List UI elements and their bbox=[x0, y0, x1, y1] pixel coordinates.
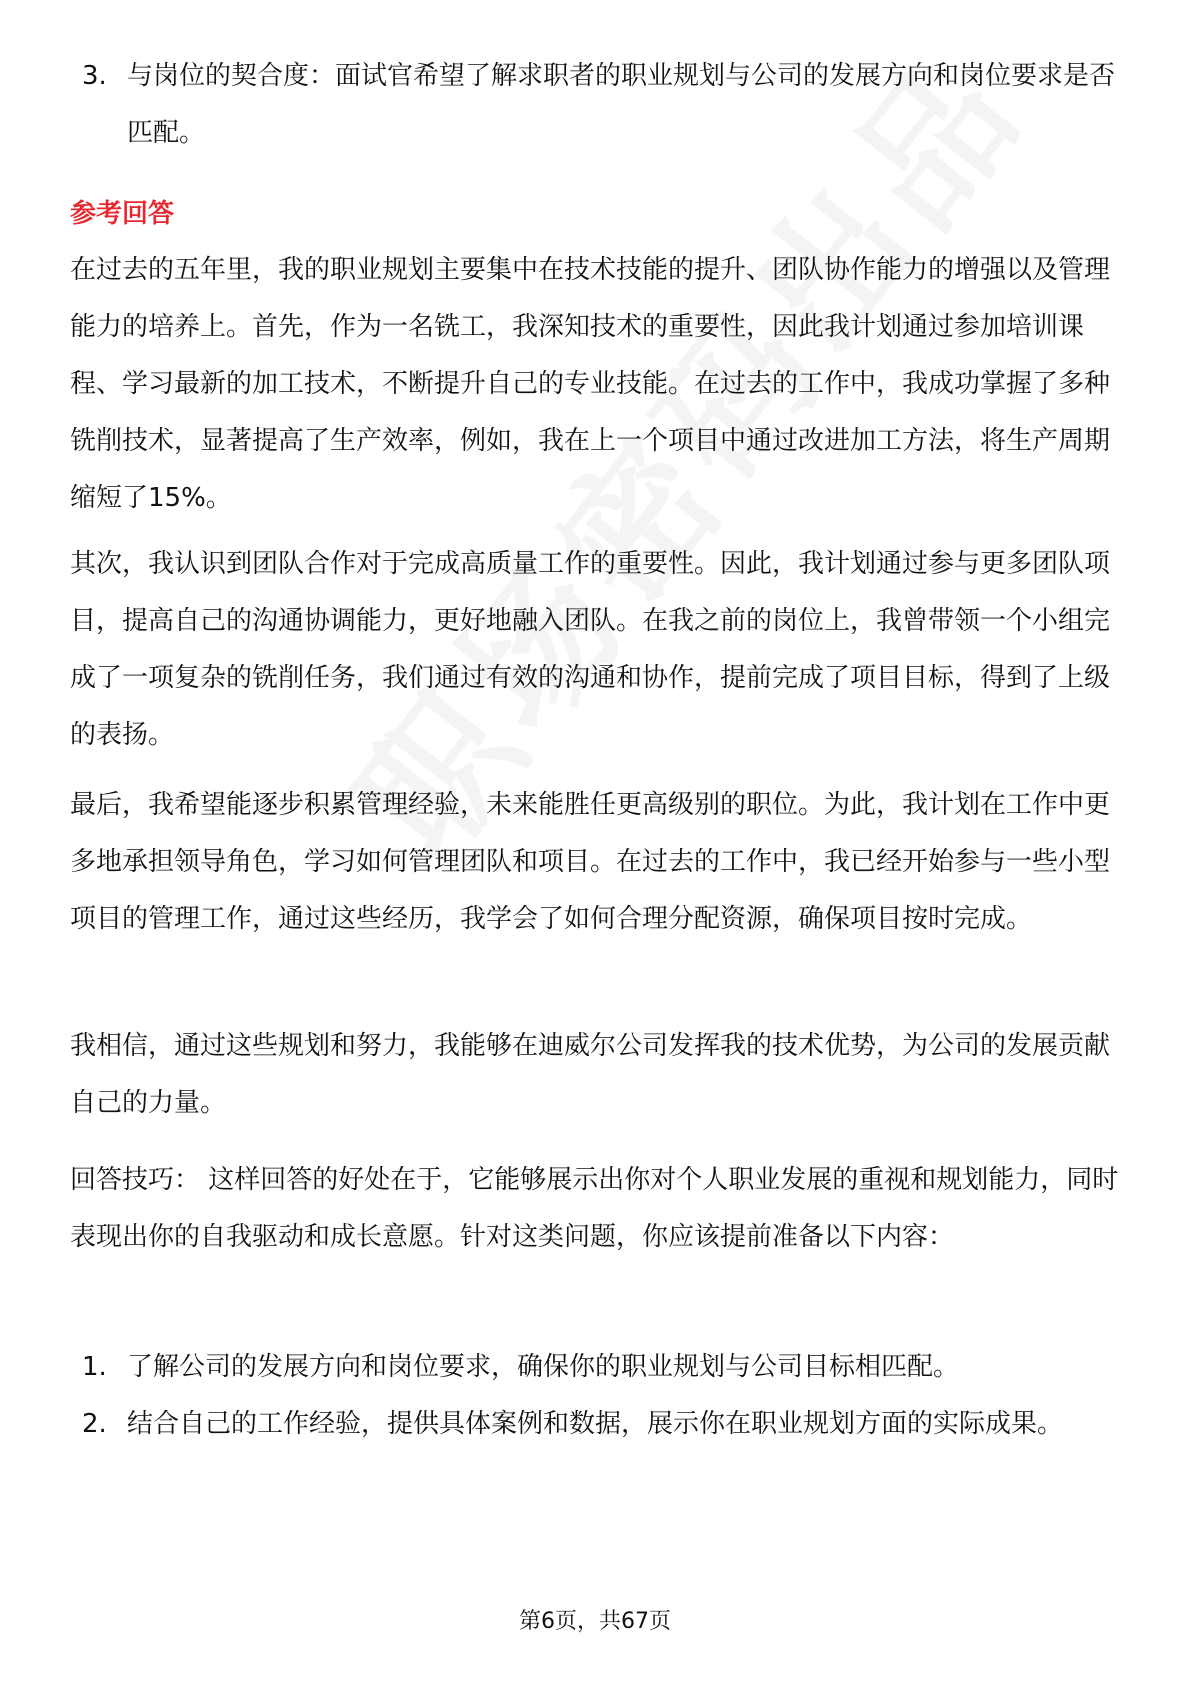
bottom-list bbox=[82, 1339, 1130, 1453]
section-heading: 参考回答 bbox=[70, 199, 175, 229]
paragraph-3: 最后，我希望能逐步积累管理经验，未来能胜任更高级别的职位。为此，我计划在工作中更多地承担领导角色，学习如何管理团队和项目。在过去的工作中，我已经开始参与一些小型项目的管理工作，通过这些经历，我学会了如何合理分配资源，确保项目按时完成。 bbox=[70, 790, 1111, 934]
list-item bbox=[82, 1396, 1130, 1453]
list-item-number: 1. bbox=[82, 1352, 107, 1382]
list-item bbox=[82, 1339, 1130, 1396]
tips-paragraph: 回答技巧： 这样回答的好处在于，它能够展示出你对个人职业发展的重视和规划能力，同时表现出你的自我驱动和成长意愿。针对这类问题，你应该提前准备以下内容： bbox=[70, 1165, 1119, 1252]
list-item-number: 2. bbox=[82, 1409, 107, 1439]
top-list bbox=[82, 48, 1130, 162]
list-item-text: 与岗位的契合度：面试官希望了解求职者的职业规划与公司的发展方向和岗位要求是否匹配。 bbox=[127, 61, 1116, 148]
list-item-text: 了解公司的发展方向和岗位要求，确保你的职业规划与公司目标相匹配。 bbox=[127, 1352, 960, 1382]
paragraph-2: 其次，我认识到团队合作对于完成高质量工作的重要性。因此，我计划通过参与更多团队项目，提高自己的沟通协调能力，更好地融入团队。在我之前的岗位上，我曾带领一个小组完成了一项复杂的铣削任务，我们通过有效的沟通和协作，提前完成了项目目标，得到了上级的表扬。 bbox=[70, 549, 1111, 750]
list-item-text: 结合自己的工作经验，提供具体案例和数据，展示你在职业规划方面的实际成果。 bbox=[127, 1409, 1064, 1439]
paragraph-4: 我相信，通过这些规划和努力，我能够在迪威尔公司发挥我的技术优势，为公司的发展贡献自己的力量。 bbox=[70, 1031, 1111, 1118]
list-item bbox=[82, 48, 1130, 162]
list-item-number: 3. bbox=[82, 61, 107, 91]
paragraph-1: 在过去的五年里，我的职业规划主要集中在技术技能的提升、团队协作能力的增强以及管理能力的培养上。首先，作为一名铣工，我深知技术的重要性，因此我计划通过参加培训课程、学习最新的加工技术，不断提升自己的专业技能。在过去的工作中，我成功掌握了多种铣削技术，显著提高了生产效率，例如，我在上一个项目中通过改进加工方法，将生产周期缩短了15%。 bbox=[70, 255, 1111, 513]
page-number-footer: 第6页，共67页 bbox=[519, 1609, 671, 1634]
